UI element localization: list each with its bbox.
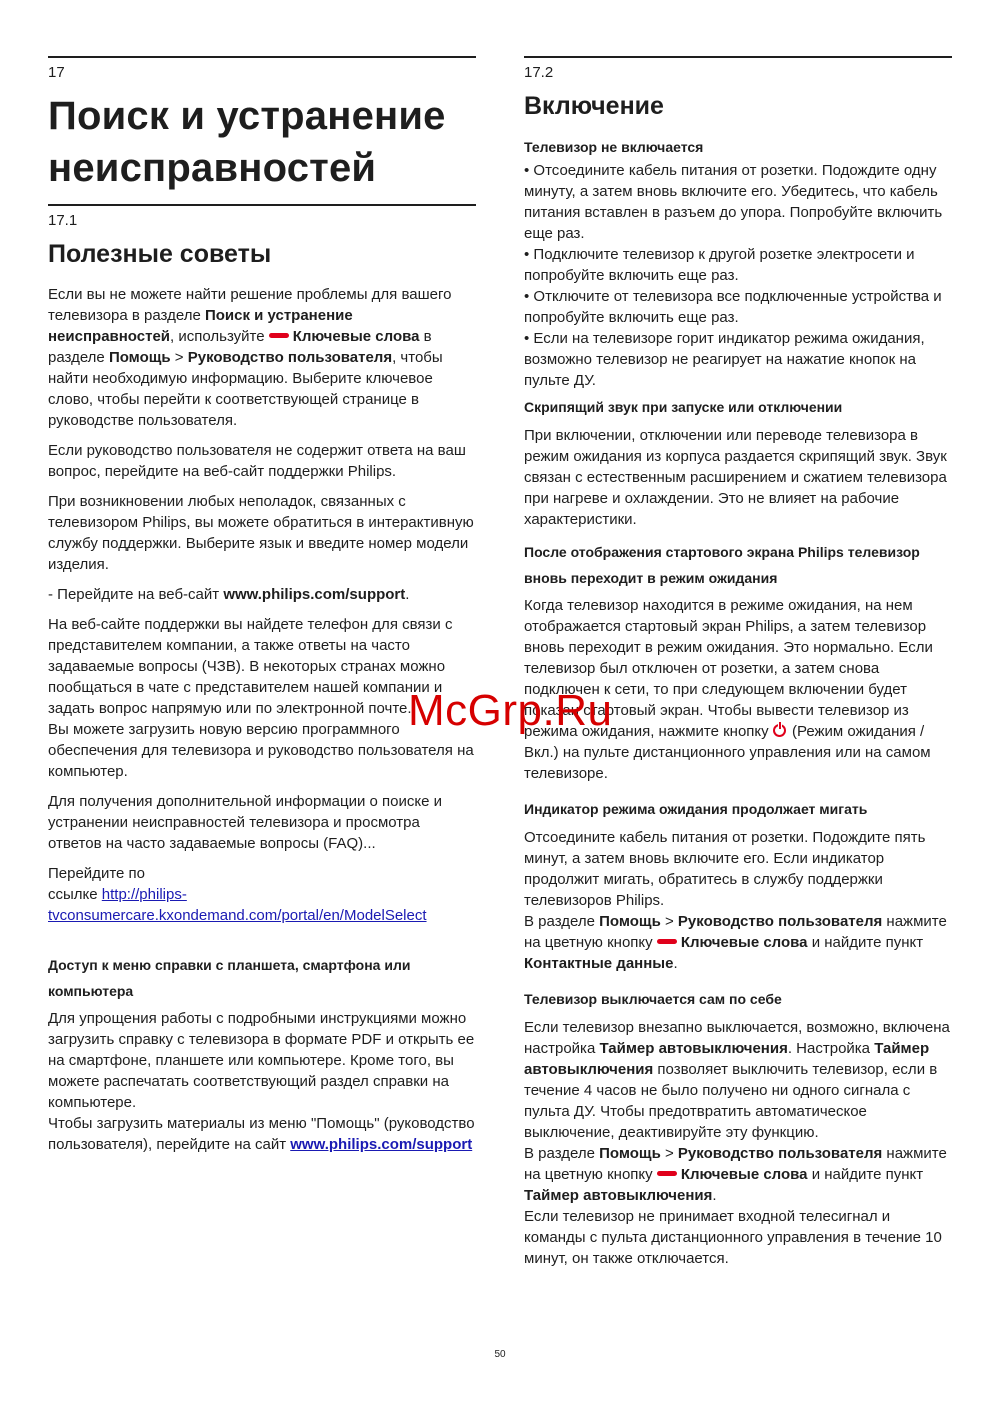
support-link[interactable]: www.philips.com/support (290, 1136, 473, 1153)
section-title-right: Включение (524, 92, 664, 120)
model-select-link[interactable]: http://philips-tvconsumercare.kxondemand.com/portal/en/ModelSelect (48, 886, 427, 924)
paragraph-more-info: Для получения дополнительной информации о поиске и устранении неисправностей телевизора и просмотра ответов на часто задаваемые вопросы (FAQ)... (48, 793, 442, 852)
watermark: McGrp.Ru (408, 686, 613, 735)
subheading-no-power: Телевизор не включается (524, 139, 704, 155)
chapter-rule (48, 56, 476, 58)
paragraph-online-service: При возникновении любых неполадок, связанных с телевизором Philips, вы можете обратиться в интерактивную службу поддержки. Выберите язык и введите номер модели изделия. (48, 493, 474, 573)
right-column (524, 56, 952, 1269)
subheading-creaking: Скрипящий звук при запуске или отключении (524, 399, 843, 415)
paragraph-support: Если руководство пользователя не содержит ответа на ваш вопрос, перейдите на веб-сайт поддержки Philips. (48, 442, 466, 480)
chapter-title: Поиск и устранение неисправностей (48, 94, 446, 190)
red-key-icon (657, 1171, 677, 1176)
red-key-icon (269, 333, 289, 338)
subheading-auto-off: Телевизор выключается сам по себе (524, 991, 782, 1007)
bullet-item: • Отсоедините кабель питания от розетки. Подождите одну минуту, а затем вновь включите его. Убедитесь, что кабель питания вставлен в разъем до упора. Попробуйте включить еще раз. (524, 162, 943, 242)
subheading-help-access: Доступ к меню справки с планшета, смартфона или компьютера (48, 957, 411, 999)
section-number: 17.1 (48, 212, 78, 229)
paragraph-blinking: Отсоедините кабель питания от розетки. Подождите пять минут, а затем вновь включите его. Если индикатор продолжит мигать, обратитесь в службу поддержки телевизоров Philips. (524, 829, 926, 909)
section-rule (48, 204, 476, 206)
section-number-right: 17.2 (524, 64, 554, 81)
paragraph-faq: На веб-сайте поддержки вы найдете телефон для связи с представителем компании, а также ответы на часто задаваемые вопросы (ЧЗВ). В некоторых странах можно пообщаться в чате с представителем нашей компании и задать вопрос напрямую или по электронной почте. (48, 616, 453, 717)
paragraph-auto-off: Если телевизор внезапно выключается, возможно, включена настройка Таймер автовыключения. Настройка Таймер автовыключения позволяет выключить телевизор, если в течение 4 часов не было получено ни одного сигнала с пульта ДУ. Чтобы предотвратить автоматическое выключение, деактивируйте эту функцию. (524, 1019, 950, 1141)
bullet-item: • Подключите телевизор к другой розетке электросети и попробуйте включить еще раз. (524, 246, 915, 284)
section-title: Полезные советы (48, 240, 272, 268)
bullet-item: • Если на телевизоре горит индикатор режима ожидания, возможно телевизор не реагирует на нажатие кнопок на пульте ДУ. (524, 330, 925, 389)
subheading-startup-screen: После отображения стартового экрана Philips телевизор вновь переходит в режим ожидания (524, 544, 920, 586)
paragraph-startup-screen: Когда телевизор находится в режиме ожидания, на нем отображается стартовый экран Philips, а затем телевизор вновь переходит в режим ожидания. Это нормально. Если телевизор был отключен от розетки, а затем снова подключен к сети, то при следующем включении будет показан стартовый экран. Чтобы вывести телевизор из режима ожидания, нажмите кнопку (Режим ожидания / Вкл.) на пульте дистанционного управления или на самом телевизоре. (524, 597, 933, 782)
paragraph-pdf: Для упрощения работы с подробными инструкциями можно загрузить справку с телевизора в формате PDF и открыть ее на смартфоне, планшете или компьютере. Кроме того, вы можете распечатать соответствующий раздел справки на компьютере. (48, 1010, 475, 1111)
subheading-blinking: Индикатор режима ожидания продолжает мигать (524, 801, 868, 817)
paragraph-creaking: При включении, отключении или переводе телевизора в режим ожидания из корпуса раздается скрипящий звук. Звук связан с естественным расширением и сжатием телевизора при нагреве и охлаждении. Это не влияет на рабочие характеристики. (524, 427, 947, 528)
red-key-icon (657, 939, 677, 944)
paragraph-keywords: Если вы не можете найти решение проблемы для вашего телевизора в разделе Поиск и устранение неисправностей, используйте Ключевые слова в разделе Помощь > Руководство пользователя, чтобы найти необходимую информацию. Выберите ключевое слово, чтобы перейти к соответствующей странице в руководстве пользователя. (48, 286, 452, 429)
chapter-number: 17 (48, 64, 65, 81)
paragraph-timer: В разделе Помощь > Руководство пользователя нажмите на цветную кнопку Ключевые слова и найдите пункт Таймер автовыключения. (524, 1145, 947, 1204)
power-icon (773, 724, 786, 737)
paragraph-software: Вы можете загрузить новую версию программного обеспечения для телевизора и руководство пользователя на компьютер. (48, 721, 474, 780)
paragraph-contacts: В разделе Помощь > Руководство пользователя нажмите на цветную кнопку Ключевые слова и найдите пункт Контактные данные. (524, 913, 947, 972)
paragraph-download: Чтобы загрузить материалы из меню "Помощь" (руководство пользователя), перейдите на сайт www.philips.com/support (48, 1115, 475, 1153)
paragraph-link: Перейдите по ссылке http://philips-tvconsumercare.kxondemand.com/portal/en/ModelSelect (48, 865, 427, 924)
page-number: 50 (494, 1349, 506, 1360)
paragraph-website: - Перейдите на веб-сайт www.philips.com/support. (48, 586, 410, 603)
section-rule-right (524, 56, 952, 58)
bullet-item: • Отключите от телевизора все подключенные устройства и попробуйте включить еще раз. (524, 288, 942, 326)
paragraph-no-signal: Если телевизор не принимает входной телесигнал и команды с пульта дистанционного управления в течение 10 минут, он также отключается. (524, 1208, 942, 1267)
left-column (48, 56, 476, 1155)
